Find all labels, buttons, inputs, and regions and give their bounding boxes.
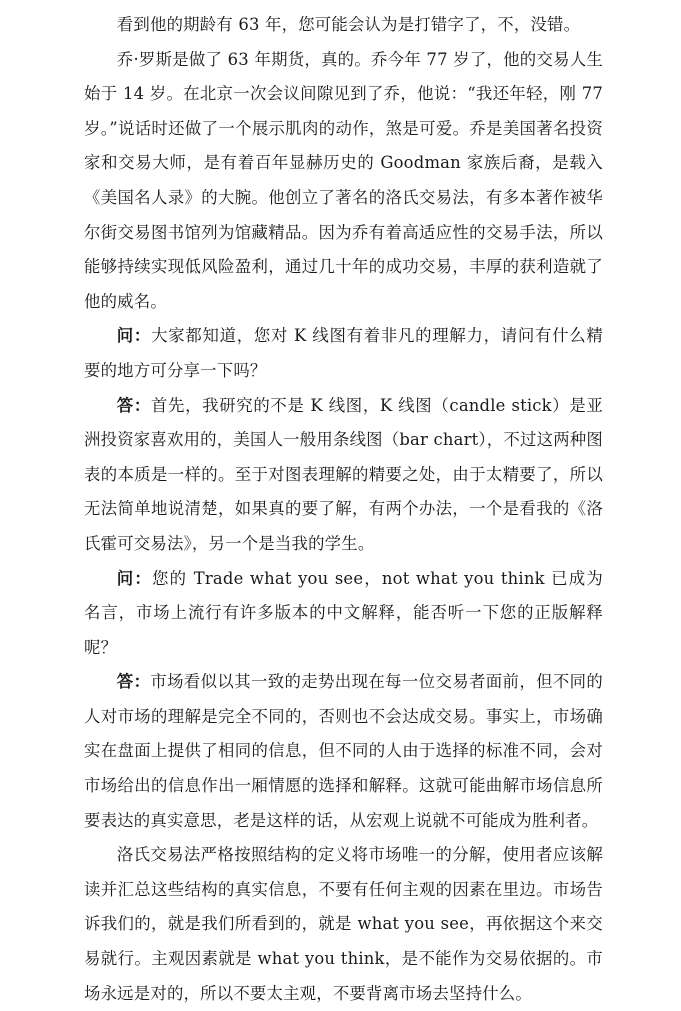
paragraph-text: 乔·罗斯是做了 63 年期货，真的。乔今年 77 岁了，他的交易人生始于 14 岁。在北京一次会议间隙见到了乔，他说：“我还年轻，刚 77 岁。”说话时还做了一个展示肌肉的动作，煞是可爱。乔是美国著名投资家和交易大师，是有着百年显赫历史的 Goodman 家族后裔，是载入《美国名人录》的大腕。他创立了著名的洛氏交易法，有多本著作被华尔街交易图书馆列为馆藏精品。因为乔有着高适应性的交易手法，所以能够持续实现低风险盈利，通过几十年的成功交易，丰厚的获利造就了他的威名。 — [84, 49, 603, 311]
question-label: 问： — [116, 326, 152, 346]
paragraph-text: 看到他的期龄有 63 年，您可能会认为是打错字了，不，没错。 — [116, 15, 581, 34]
paragraph-intro — [84, 8, 603, 43]
paragraph-question-2 — [84, 562, 603, 666]
paragraph-answer-2 — [84, 665, 603, 838]
answer-label: 答： — [116, 672, 151, 692]
paragraph-biography — [84, 43, 603, 320]
answer-label: 答： — [116, 395, 151, 415]
paragraph-text: 市场看似以其一致的走势出现在每一位交易者面前，但不同的人对市场的理解是完全不同的，否则也不会达成交易。事实上，市场确实在盘面上提供了相同的信息，但不同的人由于选择的标准不同，会对市场给出的信息作出一厢情愿的选择和解释。这就可能曲解市场信息所要表达的真实意思，老是这样的话，从宏观上说就不可能成为胜利者。 — [84, 672, 603, 830]
paragraph-question-1 — [84, 319, 603, 388]
paragraph-closing — [84, 838, 603, 1011]
paragraph-text: 洛氏交易法严格按照结构的定义将市场唯一的分解，使用者应该解读并汇总这些结构的真实信息，不要有任何主观的因素在里边。市场告诉我们的，就是我们所看到的，就是 what you see，再依据这个来交易就行。主观因素就是 what you think，是不能作为交易依据的。市场永远是对的，所以不要太主观，不要背离市场去坚持什么。 — [84, 845, 603, 1003]
paragraph-text: 您的 Trade what you see，not what you think 已成为名言，市场上流行有许多版本的中文解释，能否听一下您的正版解释呢？ — [84, 568, 603, 657]
paragraph-answer-1 — [84, 389, 603, 562]
paragraph-text: 首先，我研究的不是 K 线图，K 线图（candle stick）是亚洲投资家喜欢用的，美国人一般用条线图（bar chart），不过这两种图表的本质是一样的。至于对图表理解的精要之处，由于太精要了，所以无法简单地说清楚，如果真的要了解，有两个办法，一个是看我的《洛氏霍可交易法》，另一个是当我的学生。 — [84, 395, 604, 553]
paragraph-text: 大家都知道，您对 K 线图有着非凡的理解力，请问有什么精要的地方可分享一下吗？ — [84, 326, 604, 380]
question-label: 问： — [116, 568, 153, 588]
